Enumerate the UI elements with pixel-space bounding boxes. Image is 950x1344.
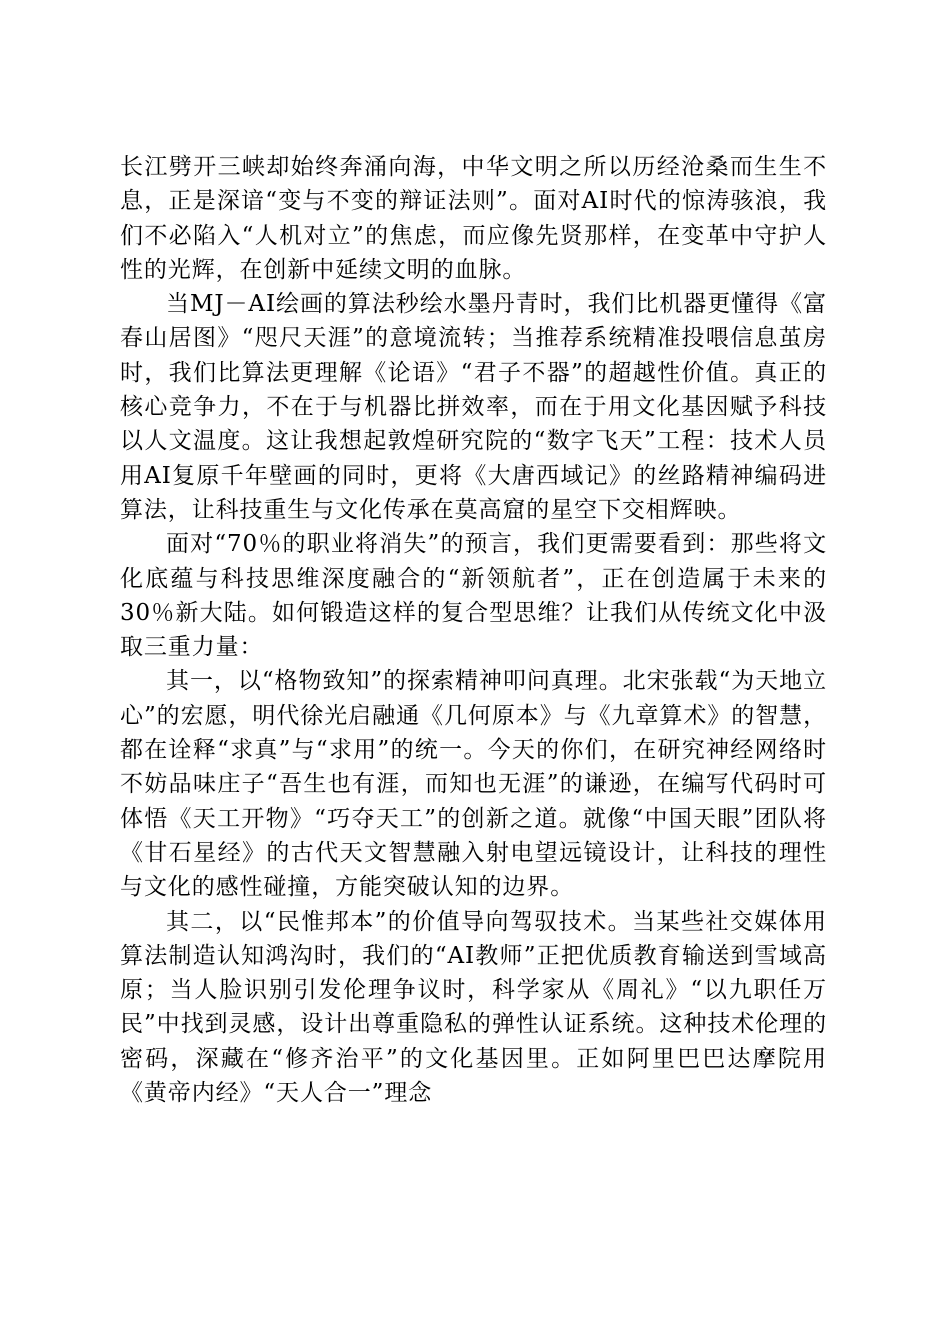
paragraph-3: 面对“70％的职业将消失”的预言，我们更需要看到：那些将文化底蕴与科技思维深度融合的“新领航者”，正在创造属于未来的30％新大陆。如何锻造这样的复合型思维？让我们从传统文化中汲取三重力量： [120, 531, 827, 661]
paragraph-4: 其一，以“格物致知”的探索精神叩问真理。北宋张载“为天地立心”的宏愿，明代徐光启融通《几何原本》与《九章算术》的智慧，都在诠释“求真”与“求用”的统一。今天的你们，在研究神经网络时不妨品味庄子“吾生也有涯，而知也无涯”的谦逊，在编写代码时可体悟《天工开物》“巧夺天工”的创新之道。就像“中国天眼”团队将《甘石星经》的古代天文智慧融入射电望远镜设计，让科技的理性与文化的感性碰撞，方能突破认知的边界。 [120, 668, 827, 901]
paragraph-2: 当MJ－AI绘画的算法秒绘水墨丹青时，我们比机器更懂得《富春山居图》“咫尺天涯”的意境流转；当推荐系统精准投喂信息茧房时，我们比算法更理解《论语》“君子不器”的超越性价值。真正的核心竞争力，不在于与机器比拼效率，而在于用文化基因赋予科技以人文温度。这让我想起敦煌研究院的“数字飞天”工程：技术人员用AI复原千年壁画的同时，更将《大唐西域记》的丝路精神编码进算法，让科技重生与文化传承在莫高窟的星空下交相辉映。 [120, 291, 827, 523]
paragraph-5: 其二，以“民惟邦本”的价值导向驾驭技术。当某些社交媒体用算法制造认知鸿沟时，我们的“AI教师”正把优质教育输送到雪域高原；当人脸识别引发伦理争议时，科学家从《周礼》“以九职任万民”中找到灵感，设计出尊重隐私的弹性认证系统。这种技术伦理的密码，深藏在“修齐治平”的文化基因里。正如阿里巴巴达摩院用《黄帝内经》“天人合一”理念 [120, 908, 827, 1107]
document-body [120, 150, 827, 1110]
paragraph-1: 长江劈开三峡却始终奔涌向海，中华文明之所以历经沧桑而生生不息，正是深谙“变与不变的辩证法则”。面对AI时代的惊涛骇浪，我们不必陷入“人机对立”的焦虑，而应像先贤那样，在变革中守护人性的光辉，在创新中延续文明的血脉。 [120, 154, 827, 283]
